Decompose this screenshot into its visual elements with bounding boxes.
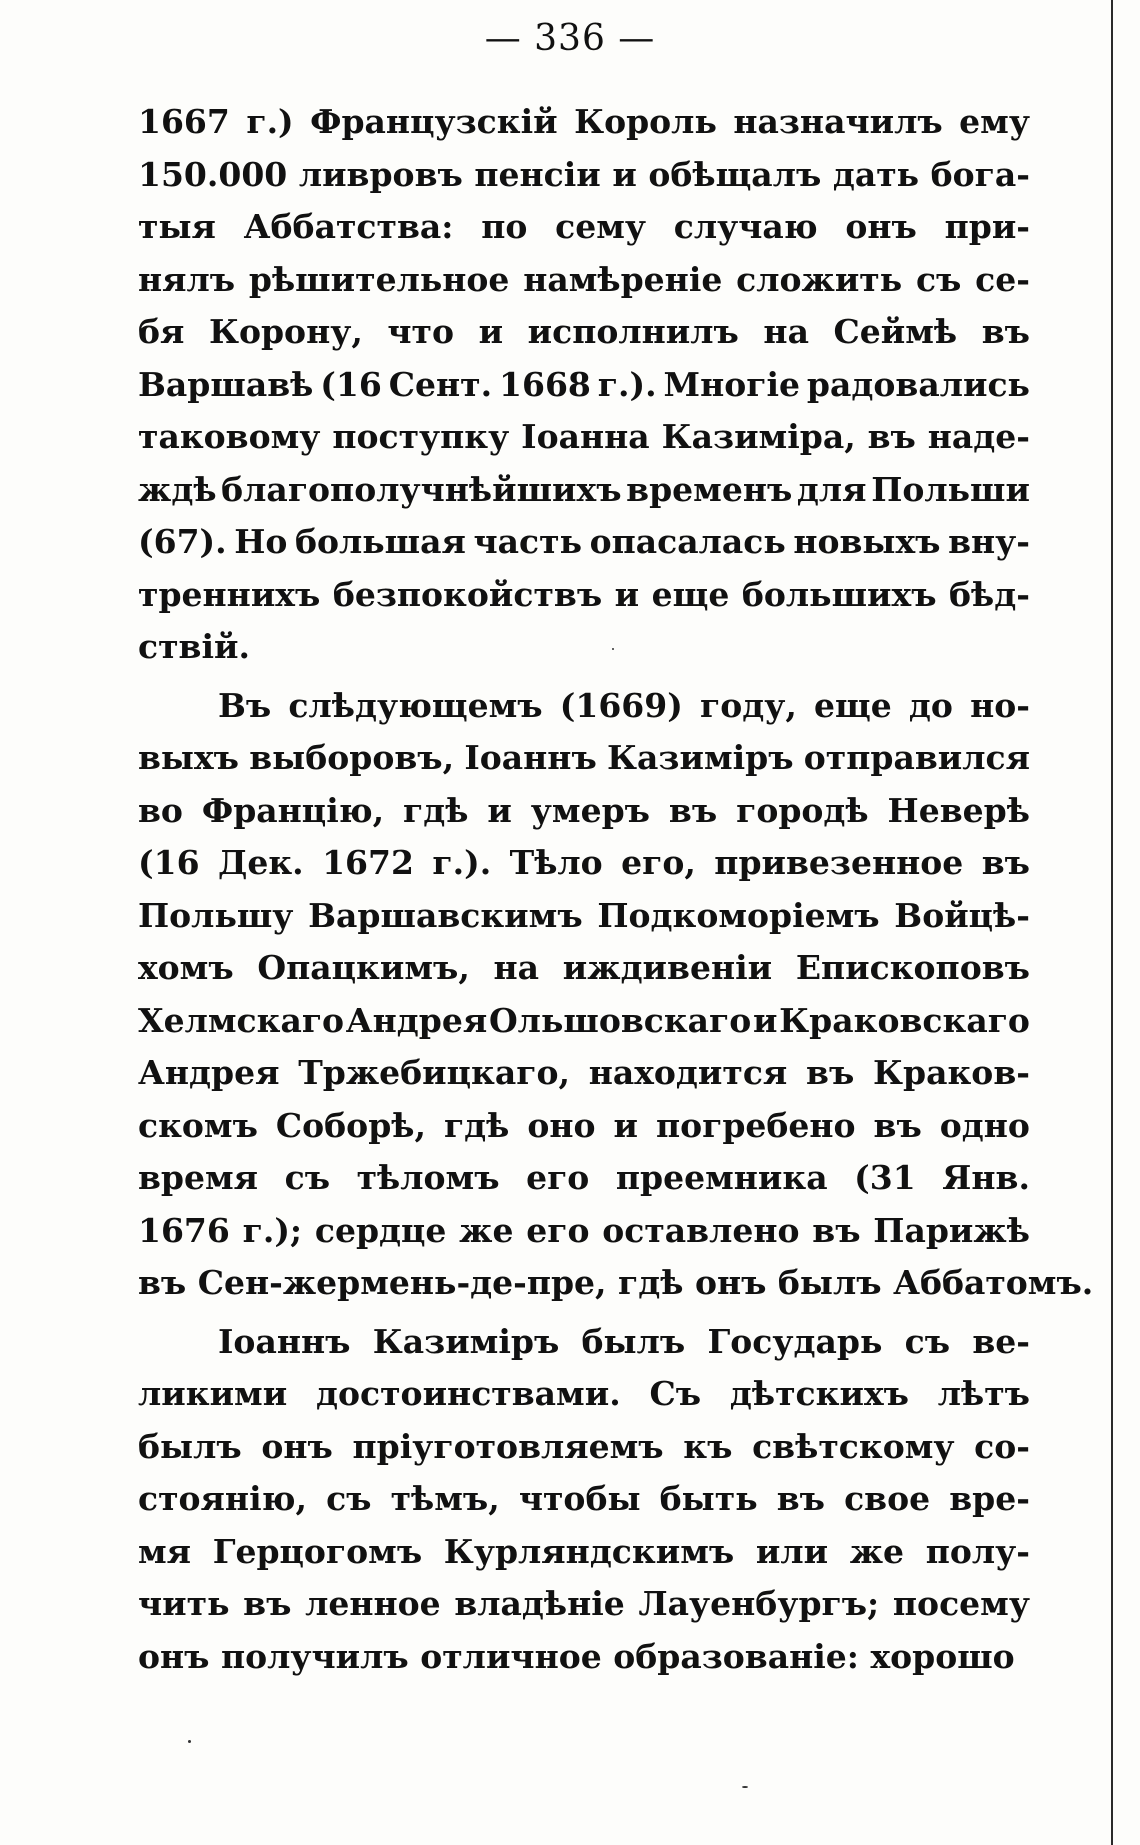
word: Францію,	[201, 790, 385, 830]
word: (16	[138, 843, 200, 882]
text-line	[138, 1526, 1030, 1579]
word: (16	[320, 364, 382, 404]
word: оно	[527, 1105, 596, 1145]
word: таковому	[138, 417, 321, 456]
print-speck	[188, 1740, 191, 1743]
word: до	[908, 685, 953, 725]
word: 150.000	[138, 154, 288, 194]
text-line	[138, 96, 1030, 149]
word: Іоанна	[521, 417, 650, 456]
word: онъ	[261, 1426, 333, 1466]
word: свѣтскому	[752, 1426, 955, 1466]
paragraph	[138, 1316, 1030, 1684]
word: и	[478, 312, 504, 351]
word: Государь	[707, 1321, 883, 1361]
word: и	[612, 154, 637, 194]
word: по	[481, 207, 528, 246]
word: въ	[812, 1210, 861, 1250]
word: при-	[944, 207, 1030, 246]
word: г.).	[432, 843, 492, 882]
word: часть	[473, 522, 582, 561]
word: ему	[959, 102, 1030, 141]
word: преемника	[615, 1158, 828, 1197]
text-line	[138, 890, 1030, 943]
word: 1667	[138, 102, 230, 141]
text-line	[138, 411, 1030, 464]
word: Войцѣ-	[894, 895, 1030, 935]
word: Іоаннъ	[218, 1321, 351, 1361]
word: обѣщалъ	[648, 154, 822, 194]
text-line	[138, 732, 1030, 785]
word: Варшавскимъ	[308, 895, 583, 935]
word: во	[138, 790, 183, 830]
word: вну-	[948, 522, 1030, 561]
page-number: — 336 —	[484, 18, 656, 59]
text-line	[138, 1047, 1030, 1100]
word: новыхъ	[793, 522, 941, 561]
word: владѣніе	[454, 1584, 625, 1623]
word: былъ	[138, 1426, 242, 1466]
word: выборовъ,	[249, 738, 455, 777]
word: оставлено	[602, 1210, 800, 1250]
word: достоинствами.	[316, 1374, 621, 1413]
word: Въ	[218, 685, 272, 725]
word: посему	[892, 1584, 1030, 1623]
word: онъ	[845, 207, 917, 246]
word: Но	[234, 522, 288, 561]
word: 1668	[499, 364, 591, 404]
word: Сент.	[388, 364, 493, 404]
word: въ	[981, 843, 1030, 882]
text-line: онъ получилъ отличное образованіе: хорошо	[138, 1636, 1015, 1676]
word: рѣшительное	[248, 259, 510, 299]
word: чить	[138, 1584, 230, 1623]
text-line	[138, 1368, 1030, 1421]
word: вре-	[949, 1479, 1030, 1518]
word: г.);	[242, 1210, 303, 1250]
word: гдѣ	[403, 790, 469, 830]
page-edge-rule	[1111, 0, 1113, 1845]
word: умеръ	[530, 790, 650, 830]
word: въ	[806, 1053, 855, 1092]
word: или	[755, 1531, 829, 1571]
word: дѣтскихъ	[729, 1374, 909, 1413]
word: Краковскаго	[779, 1000, 1030, 1040]
word: большая	[295, 522, 466, 561]
word: Аббатства:	[243, 207, 454, 246]
word: пріуготовляемъ	[352, 1426, 664, 1466]
word: его	[526, 1210, 590, 1250]
word: съ	[326, 1479, 372, 1518]
word: одно	[939, 1105, 1030, 1145]
word: Дек.	[217, 843, 304, 882]
word: Іоаннъ	[464, 738, 597, 777]
word: еще	[651, 574, 730, 614]
text-line	[138, 201, 1030, 254]
word: Курляндскимъ	[443, 1531, 735, 1571]
word: радовались	[806, 364, 1030, 404]
word: время	[138, 1158, 259, 1197]
word: ждѣ	[138, 469, 217, 509]
word: г.)	[246, 102, 294, 141]
word: (1669)	[559, 685, 683, 725]
word: его	[526, 1158, 590, 1197]
word: Епископовъ	[795, 948, 1030, 987]
word: Сеймѣ	[833, 312, 958, 351]
word: Съ	[649, 1374, 702, 1413]
word: Опацкимъ,	[257, 948, 470, 987]
text-line	[138, 1578, 1030, 1631]
word: и	[614, 574, 640, 614]
text-line	[138, 785, 1030, 838]
word: большихъ	[741, 574, 937, 614]
word: Казиміръ	[372, 1321, 560, 1361]
word: быть	[659, 1479, 758, 1518]
text-line	[138, 1100, 1030, 1153]
word: въ	[981, 312, 1030, 351]
word: на	[493, 948, 540, 987]
word: выхъ	[138, 738, 239, 777]
word: въ	[668, 790, 718, 830]
word: намѣреніе	[523, 259, 723, 299]
word: благополучнѣйшихъ	[221, 469, 622, 509]
print-speck	[742, 1786, 748, 1788]
text-line: въ Сен-жермень-де-пре, гдѣ онъ былъ Аббатомъ.	[138, 1263, 1094, 1302]
word: Соборѣ,	[275, 1105, 426, 1145]
word: Французскій	[310, 102, 558, 141]
word: отправился	[803, 738, 1030, 777]
word: ливровъ	[298, 154, 463, 194]
text-line	[138, 995, 1030, 1048]
text-line	[138, 837, 1030, 890]
word: еще	[814, 685, 892, 725]
word: ликими	[138, 1374, 288, 1413]
word: ве-	[972, 1321, 1030, 1361]
paragraph	[138, 680, 1094, 1310]
word: скомъ	[138, 1105, 258, 1145]
text-line	[138, 149, 1030, 202]
print-speck	[612, 648, 614, 650]
word: и	[487, 790, 512, 830]
word: тѣмъ,	[390, 1479, 500, 1518]
word: Андрея	[345, 1000, 488, 1040]
word: Польшу	[138, 895, 294, 935]
word: иждивеніи	[562, 948, 773, 987]
word: се-	[975, 259, 1030, 299]
word: городѣ	[736, 790, 869, 830]
text-line	[138, 1316, 1030, 1369]
word: погребено	[655, 1105, 856, 1145]
word: и	[613, 1105, 638, 1145]
word: тыя	[138, 207, 216, 246]
word: къ	[683, 1426, 733, 1466]
word: гдѣ	[443, 1105, 510, 1145]
word: наде-	[927, 417, 1030, 456]
word: сложить	[736, 259, 903, 299]
paragraph	[138, 96, 1030, 674]
word: съ	[915, 259, 962, 299]
word: (31	[854, 1158, 916, 1197]
word: Тржебицкаго,	[298, 1053, 570, 1092]
word: назначилъ	[733, 102, 943, 141]
word: съ	[904, 1321, 951, 1361]
word: опасалась	[589, 522, 786, 561]
word: дать	[832, 154, 920, 194]
text-line	[138, 464, 1030, 517]
word: въ	[243, 1584, 292, 1623]
word: Андрея	[138, 1053, 280, 1092]
text-line	[138, 1473, 1030, 1526]
word: Варшавѣ	[138, 364, 314, 404]
word: былъ	[581, 1321, 686, 1361]
text-line	[138, 680, 1030, 733]
word: же	[459, 1210, 514, 1250]
word: чтобы	[518, 1479, 641, 1518]
word: мя	[138, 1531, 192, 1571]
word: для	[796, 469, 867, 509]
word: Парижѣ	[873, 1210, 1030, 1250]
word: временъ	[626, 469, 793, 509]
word: 1672	[322, 843, 414, 882]
word: свое	[844, 1479, 931, 1518]
word: поступку	[332, 417, 510, 456]
word: Подкоморіемъ	[597, 895, 880, 935]
word: году,	[700, 685, 797, 725]
word: ленное	[305, 1584, 441, 1623]
word: въ	[867, 417, 916, 456]
text-line	[138, 569, 1030, 622]
word: Корону,	[208, 312, 363, 351]
word: сему	[555, 207, 646, 246]
word: бя	[138, 312, 185, 351]
word: случаю	[673, 207, 818, 246]
word: сердце	[314, 1210, 447, 1250]
word: въ	[776, 1479, 825, 1518]
word: исполнилъ	[527, 312, 739, 351]
word: пенсіи	[474, 154, 601, 194]
text-line	[138, 942, 1030, 995]
word: Казиміръ	[607, 738, 794, 777]
word: его,	[621, 843, 696, 882]
word: съ	[284, 1158, 331, 1197]
word: (67).	[138, 522, 227, 561]
word: Краков-	[873, 1053, 1030, 1092]
text-line	[138, 359, 1030, 412]
word: Многіе	[663, 364, 800, 404]
word: полу-	[925, 1531, 1030, 1571]
word: же	[849, 1531, 905, 1571]
word: и	[752, 1000, 778, 1040]
word: Лауенбургъ;	[638, 1584, 880, 1623]
word: стоянію,	[138, 1479, 307, 1518]
word: привезенное	[714, 843, 964, 882]
text-line	[138, 1152, 1030, 1205]
word: въ	[873, 1105, 922, 1145]
word: нялъ	[138, 259, 236, 299]
word: г.).	[597, 364, 657, 404]
word: тѣломъ	[356, 1158, 500, 1197]
text-line: ствій.	[138, 627, 250, 666]
word: находится	[588, 1053, 788, 1092]
word: со-	[974, 1426, 1030, 1466]
word: на	[763, 312, 809, 351]
text-line	[138, 1205, 1030, 1258]
word: что	[387, 312, 455, 351]
word: слѣдующемъ	[288, 685, 543, 725]
word: лѣтъ	[937, 1374, 1030, 1413]
word: Польши	[871, 469, 1030, 509]
body-text	[138, 96, 1094, 1683]
text-line	[138, 1421, 1030, 1474]
word: хомъ	[138, 948, 234, 987]
word: Казиміра,	[661, 417, 856, 456]
word: Герцогомъ	[212, 1531, 423, 1571]
word: бѣд-	[949, 574, 1030, 614]
word: безпокойствъ	[332, 574, 603, 614]
word: но-	[970, 685, 1030, 725]
word: треннихъ	[138, 574, 321, 614]
word: Янв.	[942, 1158, 1030, 1197]
word: Ольшовскаго	[488, 1000, 752, 1040]
word: бога-	[930, 154, 1030, 194]
text-line	[138, 254, 1030, 307]
word: Неверѣ	[887, 790, 1030, 830]
word: Хелмскаго	[138, 1000, 345, 1040]
word: Тѣло	[509, 843, 603, 882]
word: 1676	[138, 1210, 230, 1250]
word: Король	[574, 102, 717, 141]
text-line	[138, 306, 1030, 359]
text-line	[138, 516, 1030, 569]
